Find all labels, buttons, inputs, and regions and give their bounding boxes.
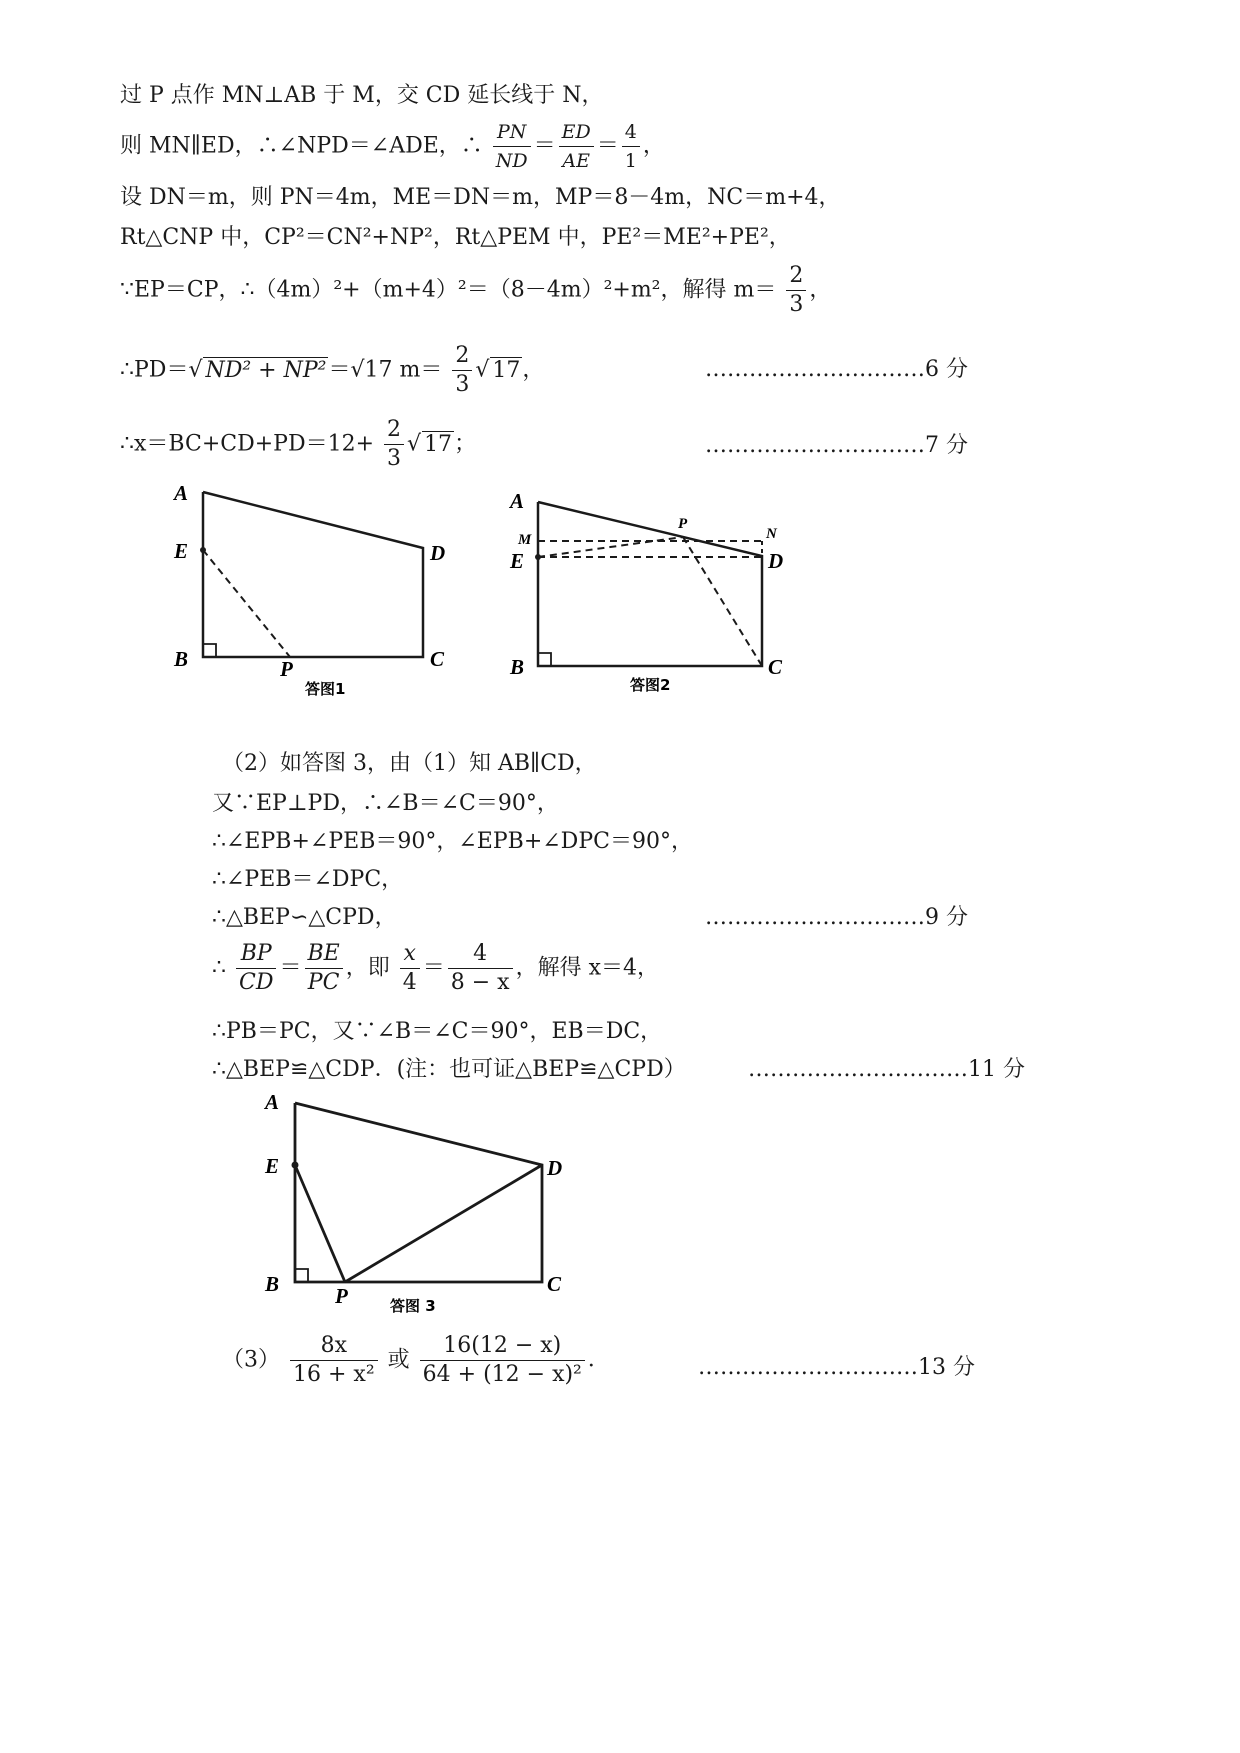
fig2-label-e: E [510, 549, 525, 573]
figure-3 [255, 1085, 595, 1325]
fig1-quadrilateral [203, 492, 423, 657]
text-line-1: 过 P 点作 MN⊥AB 于 M，交 CD 延长线于 N， [120, 83, 604, 108]
fig1-right-angle-mark [203, 644, 216, 657]
fig1-label-p: P [280, 657, 293, 681]
fig2-point-e [535, 554, 541, 560]
sqrt-17-b: 17 [424, 431, 453, 457]
text-line-5: ∵EP＝CP，∴（4m）²+（m+4）²＝（8－4m）²+m²，解得 m＝ $\frac{2}{3}$ ， [120, 263, 832, 317]
fig3-label-c: C [547, 1272, 562, 1296]
score-9: …………………………9 分 [705, 905, 968, 930]
fig1-dashed-ep [203, 550, 290, 657]
part3-label: （3） [222, 1347, 280, 1373]
fig1-label-d: D [430, 541, 446, 565]
fig2-quadrilateral [538, 502, 762, 666]
fig3-label-d: D [547, 1156, 563, 1180]
fraction-8x: $\frac{8x}{\text{16 + x²}}$ [290, 1332, 378, 1389]
pd-lead: ∴PD＝ [120, 357, 189, 383]
fig2-label-d: D [768, 549, 784, 573]
part2-line-5: ∴△BEP∽△CPD， [212, 905, 397, 930]
text-line-5-lead: ∵EP＝CP，∴（4m）²+（m+4）²＝（8－4m）²+m²，解得 m＝ [120, 277, 777, 303]
fraction-pn-nd: $\frac{PN}{ND}$ [493, 118, 531, 175]
text-line-6: ∴PD＝√ ND² + NP²＝√17 m＝ $\frac{2}{3}$ √ 17， [120, 343, 545, 397]
fig3-right-angle-mark [295, 1269, 308, 1282]
figure-1 [150, 470, 470, 710]
fig1-label-c: C [430, 647, 445, 671]
fig2-label-c: C [768, 655, 783, 679]
fraction-2-3-b: $\frac{2}{3}$ [384, 416, 404, 473]
score-6: …………………………6 分 [705, 357, 968, 382]
fig3-label-a: A [265, 1090, 280, 1114]
text-line-2: 则 MN∥ED，∴∠NPD＝∠ADE，∴ $\frac{PN}{ND}$ ＝ $\frac{ED}{AE}$ ＝ $\frac{4}{1}$ ， [120, 118, 665, 175]
fig3-segment-ep [295, 1165, 345, 1282]
fraction-16-12x: $\frac{16(12 - x)}{\text{64 + (12 − x)²}}$ [420, 1332, 585, 1389]
part2-line-7: ∴PB＝PC，又∵∠B＝∠C＝90°，EB＝DC， [212, 1019, 663, 1044]
part3-or: 或 [387, 1347, 410, 1373]
fig3-label-p: P [335, 1284, 348, 1308]
fig1-label-b: B [174, 647, 189, 671]
part3-line: （3） $\frac{8x}{\text{16 + x²}}$ 或 $\frac{16(12 - x)}{\text{64 + (12 − x)²}}$ ． [222, 1333, 610, 1387]
fig2-label-p: P [678, 516, 688, 532]
fig3-label-b: B [265, 1272, 280, 1296]
part2-line-6: ∴ $\frac{BP}{CD}$ ＝ $\frac{BE}{PC}$ ，即 $\frac{x}{4}$ ＝ $\frac{4}{8 - x}$ ，解得 x＝4， [212, 941, 659, 995]
text-line-2-lead: 则 MN∥ED，∴∠NPD＝∠ADE，∴ [120, 133, 483, 159]
fraction-be-pc: $\frac{BE}{PC}$ [305, 940, 343, 997]
fig1-point-e [200, 547, 206, 553]
fig1-caption: 答图1 [305, 680, 346, 698]
text-line-7: ∴x＝BC+CD+PD＝12+ $\frac{2}{3}$ √ 17； [120, 417, 477, 471]
fraction-4-1: $\frac{4}{1}$ [622, 118, 640, 175]
fig3-caption: 答图 3 [390, 1297, 436, 1315]
part2-line-4: ∴∠PEB＝∠DPC， [212, 867, 404, 892]
sqrt-radicand: ND² + NP² [205, 357, 327, 383]
figure-2 [500, 480, 830, 715]
text-line-4: Rt△CNP 中，CP²＝CN²+NP²，Rt△PEM 中，PE²＝ME²+PE²， [120, 225, 791, 250]
fraction-4-8x: $\frac{4}{8 - x}$ [448, 940, 513, 997]
part2-line-1: （2）如答图 3，由（1）知 AB∥CD， [222, 751, 597, 776]
part2-line-2: 又∵EP⊥PD，∴∠B＝∠C＝90°， [212, 791, 559, 816]
pd-mid: ＝√17 m＝ [328, 357, 443, 383]
fig2-label-m: M [518, 532, 532, 548]
fig2-label-n: N [766, 526, 777, 542]
score-11: …………………………11 分 [748, 1057, 1025, 1082]
fraction-m: $\frac{2}{3}$ [786, 262, 806, 319]
score-13: …………………………13 分 [698, 1355, 975, 1380]
fig3-segment-pd [345, 1165, 542, 1282]
x-sum-lead: ∴x＝BC+CD+PD＝12+ [120, 431, 375, 457]
part2-line-3: ∴∠EPB+∠PEB＝90°，∠EPB+∠DPC＝90°， [212, 829, 693, 854]
fig2-caption: 答图2 [630, 676, 671, 694]
fig3-point-e [292, 1162, 299, 1169]
fig1-label-a: A [174, 481, 189, 505]
sqrt-17-a: 17 [492, 357, 521, 383]
fig3-label-e: E [265, 1154, 280, 1178]
fraction-bp-cd: $\frac{BP}{CD}$ [236, 940, 276, 997]
fraction-ed-ae: $\frac{ED}{AE}$ [559, 118, 594, 175]
score-7: …………………………7 分 [705, 433, 968, 458]
part2-line-8: ∴△BEP≌△CDP．(注：也可证△BEP≌△CPD） [212, 1057, 686, 1082]
fig2-label-b: B [510, 655, 525, 679]
fraction-x-4: $\frac{x}{4}$ [400, 940, 420, 997]
fig2-right-angle-mark [538, 653, 551, 666]
fraction-2-3-a: $\frac{2}{3}$ [452, 342, 472, 399]
fig1-label-e: E [174, 539, 189, 563]
fig2-label-a: A [510, 489, 525, 513]
text-line-3: 设 DN＝m，则 PN＝4m，ME＝DN＝m，MP＝8－4m，NC＝m+4， [120, 185, 841, 210]
